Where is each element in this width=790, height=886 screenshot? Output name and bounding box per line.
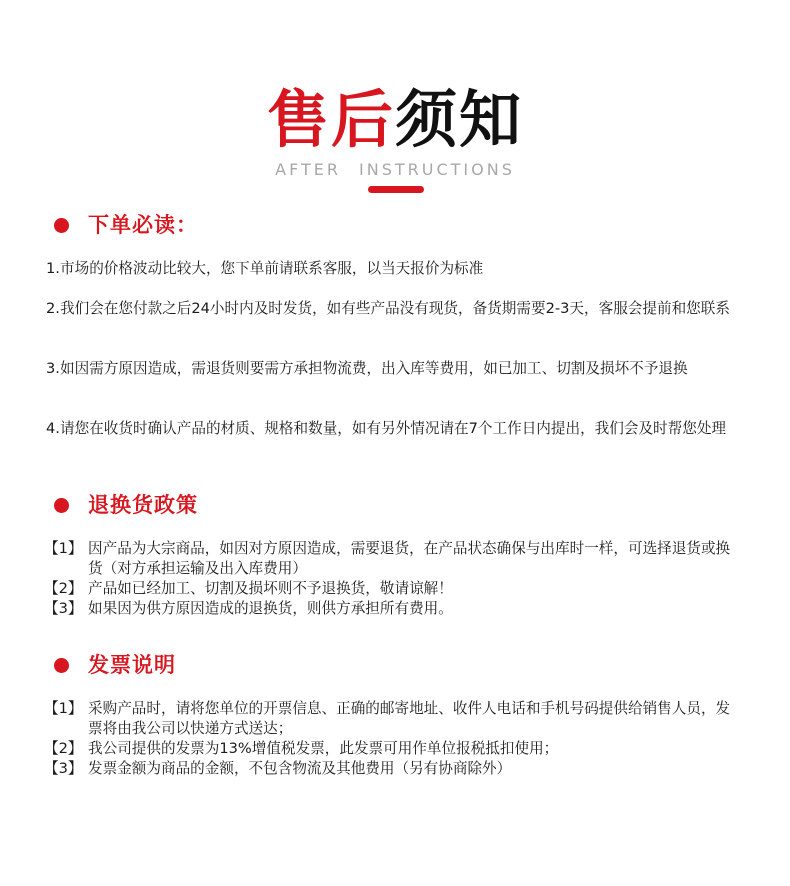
item-number: 3.	[46, 360, 60, 377]
subtitle-word-instructions: INSTRUCTIONS	[359, 160, 515, 179]
item-number: 1.	[46, 260, 60, 277]
item-number: 【2】	[44, 740, 83, 757]
list-item	[44, 579, 744, 599]
item-text: 产品如已经加工、切割及损坏则不予退换货，敬请谅解！	[88, 580, 453, 597]
item-text: 请您在收货时确认产品的材质、规格和数量，如有另外情况请在7个工作日内提出，我们会及时帮您处理	[60, 420, 727, 437]
item-text: 如果因为供方原因造成的退换货，则供方承担所有费用。	[88, 600, 453, 617]
list-item	[44, 599, 744, 619]
item-text: 采购产品时，请将您单位的开票信息、正确的邮寄地址、收件人电话和手机号码提供给销售人员，发票将由我公司以快递方式送达；	[88, 700, 731, 737]
bullet-dot-icon	[54, 658, 69, 673]
return-policy-list	[44, 539, 744, 619]
list-item	[44, 739, 744, 759]
item-number: 【2】	[44, 580, 83, 597]
list-item	[44, 699, 744, 739]
item-text: 我们会在您付款之后24小时内及时发货，如有些产品没有现货，备货期需要2-3天，客服会提前和您联系	[60, 300, 730, 317]
item-number: 【1】	[44, 540, 83, 557]
list-item	[46, 299, 746, 319]
section-heading-order-notes	[54, 211, 198, 239]
item-text: 发票金额为商品的金额，不包含物流及其他费用（另有协商除外）	[88, 760, 512, 777]
section-heading-invoice-notes	[54, 651, 176, 679]
list-item	[44, 539, 744, 579]
item-number: 【3】	[44, 600, 83, 617]
list-item	[46, 359, 746, 379]
page-subtitle	[0, 160, 790, 179]
list-item	[46, 419, 746, 439]
item-text: 市场的价格波动比较大，您下单前请联系客服，以当天报价为标准	[60, 260, 484, 277]
section-title: 退换货政策	[88, 493, 198, 517]
list-item	[44, 759, 744, 779]
item-number: 2.	[46, 300, 60, 317]
title-underline-bar	[368, 186, 424, 193]
item-number: 【1】	[44, 700, 83, 717]
title-red-part: 售后	[266, 83, 395, 156]
item-text: 我公司提供的发票为13%增值税发票，此发票可用作单位报税抵扣使用；	[88, 740, 559, 757]
page-title	[0, 84, 790, 156]
invoice-notes-list	[44, 699, 744, 779]
page-header	[0, 84, 790, 179]
section-title: 发票说明	[88, 653, 176, 677]
item-text: 因产品为大宗商品，如因对方原因造成，需要退货，在产品状态确保与出库时一样，可选择退货或换货（对方承担运输及出入库费用）	[88, 540, 731, 577]
section-heading-return-policy	[54, 491, 198, 519]
item-text: 如因需方原因造成，需退货则要需方承担物流费，出入库等费用，如已加工、切割及损坏不予退换	[60, 360, 688, 377]
item-number: 【3】	[44, 760, 83, 777]
list-item	[46, 259, 746, 279]
bullet-dot-icon	[54, 498, 69, 513]
bullet-dot-icon	[54, 218, 69, 233]
title-dark-part: 须知	[395, 83, 524, 156]
subtitle-word-after: AFTER	[275, 160, 342, 179]
item-number: 4.	[46, 420, 60, 437]
section-title: 下单必读：	[88, 213, 198, 237]
